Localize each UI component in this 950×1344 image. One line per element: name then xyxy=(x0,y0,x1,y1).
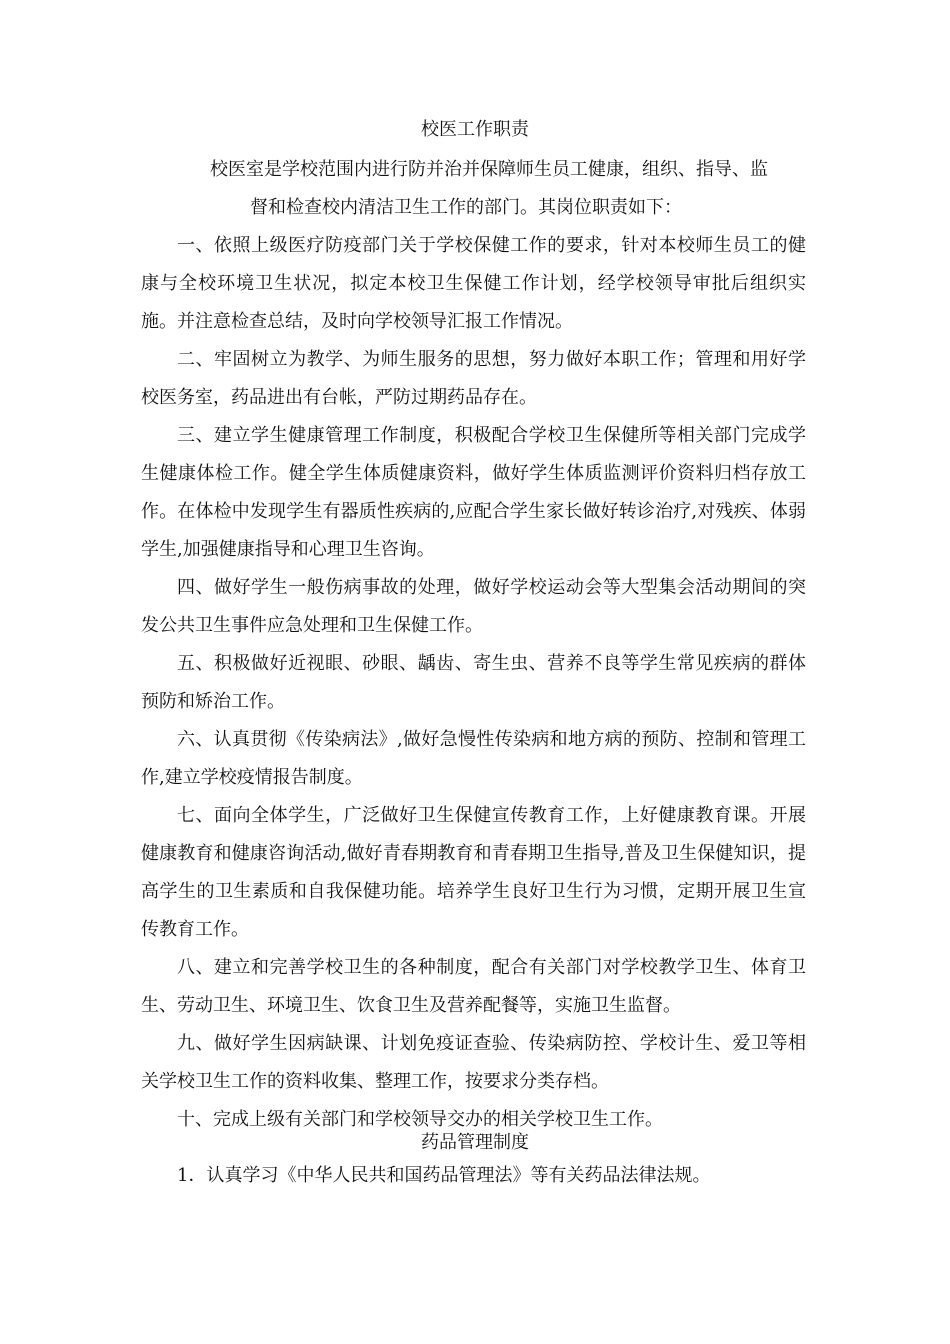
duty-item-3: 三、建立学生健康管理工作制度，积极配合学校卫生保健所等相关部门完成学生健康体检工作。健全学生体质健康资料，做好学生体质监测评价资料归档存放工作。在体检中发现学生有器质性疾病的,应配合学生家长做好转诊治疗,对残疾、体弱学生,加强健康指导和心理卫生咨询。 xyxy=(141,425,806,560)
intro-line-1: 校医室是学校范围内进行防并治并保障师生员工健康，组织、指导、监 xyxy=(210,159,768,180)
duty-item-1: 一、依照上级医疗防疫部门关于学校保健工作的要求，针对本校师生员工的健康与全校环境卫生状况，拟定本校卫生保健工作计划，经学校领导审批后组织实施。并注意检查总结，及时向学校领导汇报工作情况。 xyxy=(141,235,806,332)
section-2-title: 药品管理制度 xyxy=(421,1132,529,1153)
duty-item-9: 九、做好学生因病缺课、计划免疫证查验、传染病防控、学校计生、爱卫等相关学校卫生工作的资料收集、整理工作，按要求分类存档。 xyxy=(141,1033,806,1092)
duty-item-2: 二、牢固树立为教学、为师生服务的思想，努力做好本职工作；管理和用好学校医务室，药品进出有台帐，严防过期药品存在。 xyxy=(141,349,806,408)
doc-title: 校医工作职责 xyxy=(421,119,529,140)
duty-item-5: 五、积极做好近视眼、砂眼、龋齿、寄生虫、营养不良等学生常见疾病的群体预防和矫治工作。 xyxy=(141,653,806,712)
duty-item-7: 七、面向全体学生，广泛做好卫生保健宣传教育工作，上好健康教育课。开展健康教育和健康咨询活动,做好青春期教育和青春期卫生指导,普及卫生保健知识，提高学生的卫生素质和自我保健功能。培养学生良好卫生行为习惯，定期开展卫生宣传教育工作。 xyxy=(141,805,806,940)
duty-item-8: 八、建立和完善学校卫生的各种制度，配合有关部门对学校教学卫生、体育卫生、劳动卫生、环境卫生、饮食卫生及营养配餐等，实施卫生监督。 xyxy=(141,957,806,1016)
section-2-item-1: 1．认真学习《中华人民共和国药品管理法》等有关药品法律法规。 xyxy=(177,1165,711,1186)
duty-item-10: 十、完成上级有关部门和学校领导交办的相关学校卫生工作。 xyxy=(177,1109,663,1130)
duty-item-6: 六、认真贯彻《传染病法》,做好急慢性传染病和地方病的预防、控制和管理工作,建立学校疫情报告制度。 xyxy=(141,729,806,788)
intro-line-2: 督和检查校内清洁卫生工作的部门。其岗位职责如下： xyxy=(250,197,682,218)
duty-item-4: 四、做好学生一般伤病事故的处理，做好学校运动会等大型集会活动期间的突发公共卫生事件应急处理和卫生保健工作。 xyxy=(141,577,806,636)
